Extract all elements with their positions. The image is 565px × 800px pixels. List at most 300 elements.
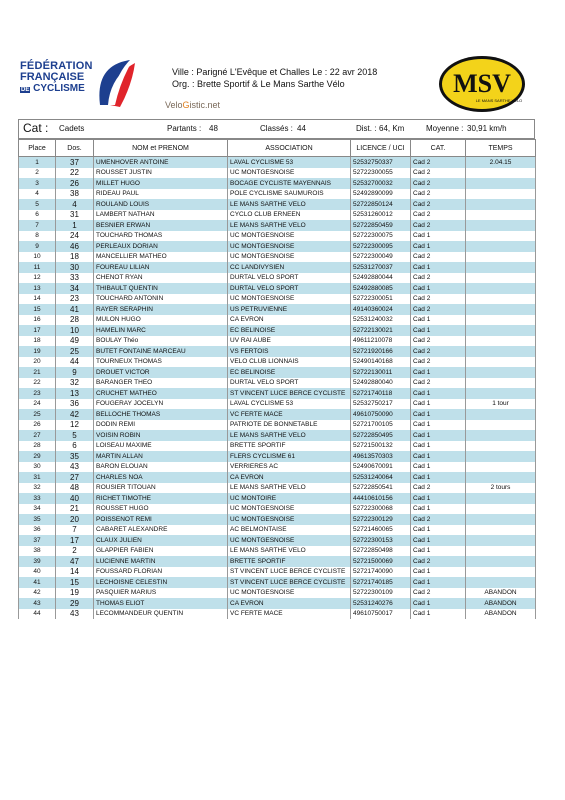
temps-cell: [466, 409, 536, 420]
place-cell: 5: [19, 199, 56, 210]
association-cell: LE MANS SARTHE VELO: [228, 220, 351, 231]
date-value: 22 avr 2018: [329, 67, 378, 77]
licence-cell: 52722850541: [351, 483, 411, 494]
temps-cell: [466, 504, 536, 515]
dos-cell: 49: [56, 336, 94, 347]
place-cell: 20: [19, 357, 56, 368]
cat-cell: Cad 1: [411, 388, 466, 399]
name-cell: MARTIN ALLAN: [94, 451, 228, 462]
dos-cell: 30: [56, 262, 94, 273]
dos-cell: 36: [56, 399, 94, 410]
table-row: [19, 283, 536, 294]
velogistic-link[interactable]: VeloGistic.net: [165, 100, 221, 110]
dos-cell: 19: [56, 588, 94, 599]
table-row: [19, 577, 536, 588]
place-cell: 36: [19, 525, 56, 536]
dos-cell: 27: [56, 472, 94, 483]
table-row: [19, 294, 536, 305]
place-cell: 19: [19, 346, 56, 357]
licence-cell: 52722130021: [351, 325, 411, 336]
temps-cell: [466, 231, 536, 242]
place-cell: 26: [19, 420, 56, 431]
cat-cell: Cad 1: [411, 441, 466, 452]
cat-cell: Cad 1: [411, 535, 466, 546]
association-cell: ST VINCENT LUCE BERCE CYCLISTE: [228, 567, 351, 578]
cat-cell: Cad 2: [411, 210, 466, 221]
cat-cell: Cad 2: [411, 294, 466, 305]
dos-cell: 21: [56, 504, 94, 515]
cat-cell: Cad 1: [411, 399, 466, 410]
table-row: [19, 273, 536, 284]
temps-cell: [466, 294, 536, 305]
table-row: [19, 567, 536, 578]
dos-cell: 10: [56, 325, 94, 336]
race-info-bar: [18, 119, 535, 139]
dos-cell: 23: [56, 294, 94, 305]
licence-cell: 52532700032: [351, 178, 411, 189]
licence-cell: 52721740090: [351, 567, 411, 578]
name-cell: THIBAULT QUENTIN: [94, 283, 228, 294]
cat-cell: Cad 2: [411, 157, 466, 168]
name-cell: PASQUIER MARIUS: [94, 588, 228, 599]
temps-cell: [466, 315, 536, 326]
temps-cell: [466, 346, 536, 357]
dos-cell: 29: [56, 598, 94, 609]
dos-cell: 43: [56, 609, 94, 620]
table-row: [19, 483, 536, 494]
dos-cell: 41: [56, 304, 94, 315]
cat-cell: Cad 2: [411, 178, 466, 189]
dos-cell: 42: [56, 409, 94, 420]
ffc-line2: FRANÇAISE: [20, 71, 85, 83]
dos-cell: 28: [56, 315, 94, 326]
association-cell: VC FERTE MACE: [228, 409, 351, 420]
table-row: [19, 378, 536, 389]
classes-value: 44: [297, 124, 306, 133]
table-row: [19, 451, 536, 462]
temps-cell: [466, 556, 536, 567]
ville-label: Ville :: [172, 67, 194, 77]
dos-cell: 24: [56, 231, 94, 242]
name-cell: RICHET TIMOTHE: [94, 493, 228, 504]
association-cell: LE MANS SARTHE VELO: [228, 546, 351, 557]
dos-cell: 34: [56, 283, 94, 294]
cat-cell: Cad 1: [411, 493, 466, 504]
licence-cell: 52721500069: [351, 556, 411, 567]
table-row: [19, 189, 536, 200]
licence-cell: 44410610156: [351, 493, 411, 504]
table-row: [19, 388, 536, 399]
place-cell: 21: [19, 367, 56, 378]
association-cell: VERRIERES AC: [228, 462, 351, 473]
temps-cell: [466, 241, 536, 252]
name-cell: TOUCHARD ANTONIN: [94, 294, 228, 305]
name-cell: BUTET FONTAINE MARCEAU: [94, 346, 228, 357]
name-cell: BOULAY Théo: [94, 336, 228, 347]
cat-cell: Cad 2: [411, 336, 466, 347]
licence-cell: 52722850495: [351, 430, 411, 441]
place-cell: 15: [19, 304, 56, 315]
licence-cell: 52722300049: [351, 252, 411, 263]
ffc-line3: DE CYCLISME: [21, 83, 85, 94]
dist-value: 64, Km: [379, 124, 405, 133]
name-cell: MULON HUGO: [94, 315, 228, 326]
name-cell: FOUREAU LILIAN: [94, 262, 228, 273]
cat-cell: Cad 2: [411, 588, 466, 599]
cat-cell: Cad 1: [411, 315, 466, 326]
dos-cell: 46: [56, 241, 94, 252]
temps-cell: [466, 357, 536, 368]
temps-cell: [466, 535, 536, 546]
name-cell: BESNIER ERWAN: [94, 220, 228, 231]
association-cell: US PETRUVIENNE: [228, 304, 351, 315]
name-cell: ROUSIER TITOUAN: [94, 483, 228, 494]
temps-cell: ABANDON: [466, 609, 536, 620]
dos-cell: 43: [56, 462, 94, 473]
licence-cell: 52531240064: [351, 472, 411, 483]
licence-cell: 49613570303: [351, 451, 411, 462]
place-cell: 30: [19, 462, 56, 473]
name-cell: ROULAND LOUIS: [94, 199, 228, 210]
col-licence: LICENCE / UCI: [351, 140, 411, 157]
licence-cell: 52532750217: [351, 399, 411, 410]
association-cell: VELO CLUB LIONNAIS: [228, 357, 351, 368]
dos-cell: 1: [56, 220, 94, 231]
table-row: [19, 336, 536, 347]
name-cell: UMENHOVER ANTOINE: [94, 157, 228, 168]
dos-cell: 38: [56, 189, 94, 200]
association-cell: UC MONTGESNOISE: [228, 252, 351, 263]
place-cell: 13: [19, 283, 56, 294]
place-cell: 3: [19, 178, 56, 189]
cat-cell: Cad 2: [411, 304, 466, 315]
cat-cell: Cad 1: [411, 451, 466, 462]
table-row: [19, 262, 536, 273]
name-cell: TOURNEUX THOMAS: [94, 357, 228, 368]
licence-cell: 52492880040: [351, 378, 411, 389]
licence-cell: 49140360024: [351, 304, 411, 315]
dos-cell: 7: [56, 525, 94, 536]
cat-cell: Cad 1: [411, 409, 466, 420]
temps-cell: [466, 567, 536, 578]
association-cell: VS FERTOIS: [228, 346, 351, 357]
association-cell: LE MANS SARTHE VELO: [228, 483, 351, 494]
table-row: [19, 220, 536, 231]
licence-cell: 52722300055: [351, 168, 411, 179]
col-association: ASSOCIATION: [228, 140, 351, 157]
place-cell: 2: [19, 168, 56, 179]
partants-value: 48: [209, 124, 218, 133]
name-cell: LUCIENNE MARTIN: [94, 556, 228, 567]
dos-cell: 12: [56, 420, 94, 431]
licence-cell: 52722300051: [351, 294, 411, 305]
dos-cell: 40: [56, 493, 94, 504]
table-row: [19, 231, 536, 242]
temps-cell: 1 tour: [466, 399, 536, 410]
cat-cell: Cad 1: [411, 577, 466, 588]
place-cell: 23: [19, 388, 56, 399]
dos-cell: 44: [56, 357, 94, 368]
temps-cell: 2 tours: [466, 483, 536, 494]
place-cell: 10: [19, 252, 56, 263]
name-cell: CHENOT RYAN: [94, 273, 228, 284]
association-cell: UC MONTGESNOISE: [228, 504, 351, 515]
date-label: Le :: [312, 67, 328, 77]
place-cell: 42: [19, 588, 56, 599]
temps-cell: [466, 420, 536, 431]
association-cell: LE MANS SARTHE VELO: [228, 430, 351, 441]
msv-logo: [437, 54, 527, 114]
place-cell: 11: [19, 262, 56, 273]
name-cell: PERLEAUX DORIAN: [94, 241, 228, 252]
table-row: [19, 462, 536, 473]
cat-cell: Cad 2: [411, 220, 466, 231]
place-cell: 33: [19, 493, 56, 504]
table-row: [19, 178, 536, 189]
dos-cell: 35: [56, 451, 94, 462]
place-cell: 38: [19, 546, 56, 557]
temps-cell: 2.04.15: [466, 157, 536, 168]
association-cell: CA EVRON: [228, 472, 351, 483]
table-row: [19, 546, 536, 557]
place-cell: 4: [19, 189, 56, 200]
header-row: [19, 140, 536, 157]
association-cell: VC FERTE MACE: [228, 609, 351, 620]
place-cell: 31: [19, 472, 56, 483]
table-row: [19, 504, 536, 515]
association-cell: CYCLO CLUB ERNEEN: [228, 210, 351, 221]
org-label: Org. :: [172, 79, 195, 89]
name-cell: ROUSSET JUSTIN: [94, 168, 228, 179]
association-cell: ST VINCENT LUCE BERCE CYCLISTE: [228, 388, 351, 399]
results-table: [18, 139, 536, 619]
ffc-swoosh-icon: [80, 55, 140, 115]
licence-cell: 52531260012: [351, 210, 411, 221]
temps-cell: [466, 252, 536, 263]
temps-cell: [466, 220, 536, 231]
place-cell: 24: [19, 399, 56, 410]
licence-cell: 52722300153: [351, 535, 411, 546]
temps-cell: [466, 577, 536, 588]
association-cell: LAVAL CYCLISME 53: [228, 157, 351, 168]
licence-cell: 52492880085: [351, 283, 411, 294]
place-cell: 37: [19, 535, 56, 546]
dos-cell: 25: [56, 346, 94, 357]
name-cell: RAYER SERAPHIN: [94, 304, 228, 315]
cat-cell: Cad 1: [411, 420, 466, 431]
cat-cell: Cad 2: [411, 189, 466, 200]
dos-cell: 20: [56, 514, 94, 525]
table-row: [19, 514, 536, 525]
place-cell: 29: [19, 451, 56, 462]
place-cell: 40: [19, 567, 56, 578]
place-cell: 9: [19, 241, 56, 252]
licence-cell: 52532750337: [351, 157, 411, 168]
association-cell: AC BELMONTAISE: [228, 525, 351, 536]
name-cell: FOUSSARD FLORIAN: [94, 567, 228, 578]
name-cell: HAMELIN MARC: [94, 325, 228, 336]
association-cell: LE MANS SARTHE VELO: [228, 199, 351, 210]
table-row: [19, 609, 536, 620]
temps-cell: [466, 262, 536, 273]
table-row: [19, 588, 536, 599]
association-cell: UC MONTGESNOISE: [228, 588, 351, 599]
cat-cell: Cad 1: [411, 525, 466, 536]
dos-cell: 26: [56, 178, 94, 189]
cat-cell: Cad 2: [411, 168, 466, 179]
table-row: [19, 325, 536, 336]
association-cell: ST VINCENT LUCE BERCE CYCLISTE: [228, 577, 351, 588]
name-cell: GLAPPIER FABIEN: [94, 546, 228, 557]
name-cell: POISSENOT REMI: [94, 514, 228, 525]
temps-cell: [466, 378, 536, 389]
ville-value: Parigné L'Evêque et Challes: [196, 67, 310, 77]
name-cell: DODIN REMI: [94, 420, 228, 431]
association-cell: BRETTE SPORTIF: [228, 556, 351, 567]
org-value: Brette Sportif & Le Mans Sarthe Vélo: [197, 79, 345, 89]
race-header: [172, 66, 377, 90]
moyenne-value: 30,91 km/h: [467, 124, 507, 133]
table-row: [19, 315, 536, 326]
licence-cell: 52722300095: [351, 241, 411, 252]
name-cell: LECHOISNE CELESTIN: [94, 577, 228, 588]
moyenne-label: Moyenne :: [426, 124, 464, 133]
licence-cell: 52721920166: [351, 346, 411, 357]
cat-cell: Cad 2: [411, 357, 466, 368]
association-cell: CA EVRON: [228, 598, 351, 609]
association-cell: UC MONTGESNOISE: [228, 231, 351, 242]
place-cell: 35: [19, 514, 56, 525]
table-row: [19, 493, 536, 504]
place-cell: 25: [19, 409, 56, 420]
association-cell: UC MONTGESNOISE: [228, 294, 351, 305]
temps-cell: [466, 325, 536, 336]
licence-cell: 52721740118: [351, 388, 411, 399]
place-cell: 28: [19, 441, 56, 452]
dos-cell: 15: [56, 577, 94, 588]
association-cell: EC BELINOISE: [228, 367, 351, 378]
association-cell: BRETTE SPORTIF: [228, 441, 351, 452]
licence-cell: 52722300129: [351, 514, 411, 525]
licence-cell: 52722850498: [351, 546, 411, 557]
name-cell: CLAUX JULIEN: [94, 535, 228, 546]
licence-cell: 52721500132: [351, 441, 411, 452]
name-cell: THOMAS ELIOT: [94, 598, 228, 609]
association-cell: DURTAL VELO SPORT: [228, 283, 351, 294]
licence-cell: 52722300075: [351, 231, 411, 242]
cat-cell: Cad 1: [411, 241, 466, 252]
name-cell: TOUCHARD THOMAS: [94, 231, 228, 242]
licence-cell: 52721740185: [351, 577, 411, 588]
dos-cell: 13: [56, 388, 94, 399]
dos-cell: 47: [56, 556, 94, 567]
place-cell: 7: [19, 220, 56, 231]
table-row: [19, 598, 536, 609]
temps-cell: [466, 462, 536, 473]
name-cell: LECOMMANDEUR QUENTIN: [94, 609, 228, 620]
classes-label: Classés :: [260, 124, 293, 133]
cat-cell: Cad 1: [411, 325, 466, 336]
temps-cell: [466, 283, 536, 294]
table-row: [19, 367, 536, 378]
association-cell: PATRIOTE DE BONNETABLE: [228, 420, 351, 431]
temps-cell: [466, 451, 536, 462]
cat-cell: Cad 1: [411, 504, 466, 515]
association-cell: UC MONTGESNOISE: [228, 535, 351, 546]
association-cell: UV RAI AUBE: [228, 336, 351, 347]
table-row: [19, 535, 536, 546]
temps-cell: [466, 430, 536, 441]
licence-cell: 52722300109: [351, 588, 411, 599]
table-row: [19, 168, 536, 179]
table-row: [19, 304, 536, 315]
cat-value: Cadets: [59, 124, 85, 133]
licence-cell: 49610750017: [351, 609, 411, 620]
temps-cell: [466, 388, 536, 399]
name-cell: BARON ELOUAN: [94, 462, 228, 473]
dos-cell: 2: [56, 546, 94, 557]
name-cell: MILLET HUGO: [94, 178, 228, 189]
place-cell: 32: [19, 483, 56, 494]
licence-cell: 52490670091: [351, 462, 411, 473]
temps-cell: ABANDON: [466, 588, 536, 599]
table-row: [19, 252, 536, 263]
association-cell: EC BELINOISE: [228, 325, 351, 336]
cat-cell: Cad 2: [411, 514, 466, 525]
temps-cell: ABANDON: [466, 598, 536, 609]
msv-sub: LE MANS SARTHE VÉLO: [475, 98, 523, 103]
place-cell: 43: [19, 598, 56, 609]
licence-cell: 52722850124: [351, 199, 411, 210]
dist-label: Dist. :: [356, 124, 377, 133]
temps-cell: [466, 336, 536, 347]
name-cell: LOISEAU MAXIME: [94, 441, 228, 452]
dos-cell: 32: [56, 378, 94, 389]
dos-cell: 22: [56, 168, 94, 179]
col-dos: Dos.: [56, 140, 94, 157]
dos-cell: 6: [56, 441, 94, 452]
association-cell: UC MONTGESNOISE: [228, 514, 351, 525]
cat-cell: Cad 2: [411, 346, 466, 357]
association-cell: BOCAGE CYCLISTE MAYENNAIS: [228, 178, 351, 189]
temps-cell: [466, 189, 536, 200]
table-row: [19, 472, 536, 483]
licence-cell: 52722850459: [351, 220, 411, 231]
cat-cell: Cad 1: [411, 231, 466, 242]
ffc-logo: [20, 55, 130, 115]
dos-cell: 14: [56, 567, 94, 578]
association-cell: UC MONTGESNOISE: [228, 168, 351, 179]
cat-cell: Cad 1: [411, 598, 466, 609]
association-cell: DURTAL VELO SPORT: [228, 273, 351, 284]
name-cell: LAMBERT NATHAN: [94, 210, 228, 221]
col-name: NOM et PRENOM: [94, 140, 228, 157]
place-cell: 1: [19, 157, 56, 168]
name-cell: CABARET ALEXANDRE: [94, 525, 228, 536]
partants-label: Partants :: [167, 124, 202, 133]
temps-cell: [466, 199, 536, 210]
place-cell: 6: [19, 210, 56, 221]
temps-cell: [466, 525, 536, 536]
temps-cell: [466, 472, 536, 483]
col-temps: TEMPS: [466, 140, 536, 157]
licence-cell: 52722300068: [351, 504, 411, 515]
licence-cell: 52721460065: [351, 525, 411, 536]
cat-cell: Cad 2: [411, 556, 466, 567]
cat-cell: Cad 1: [411, 609, 466, 620]
temps-cell: [466, 168, 536, 179]
association-cell: FLERS CYCLISME 61: [228, 451, 351, 462]
